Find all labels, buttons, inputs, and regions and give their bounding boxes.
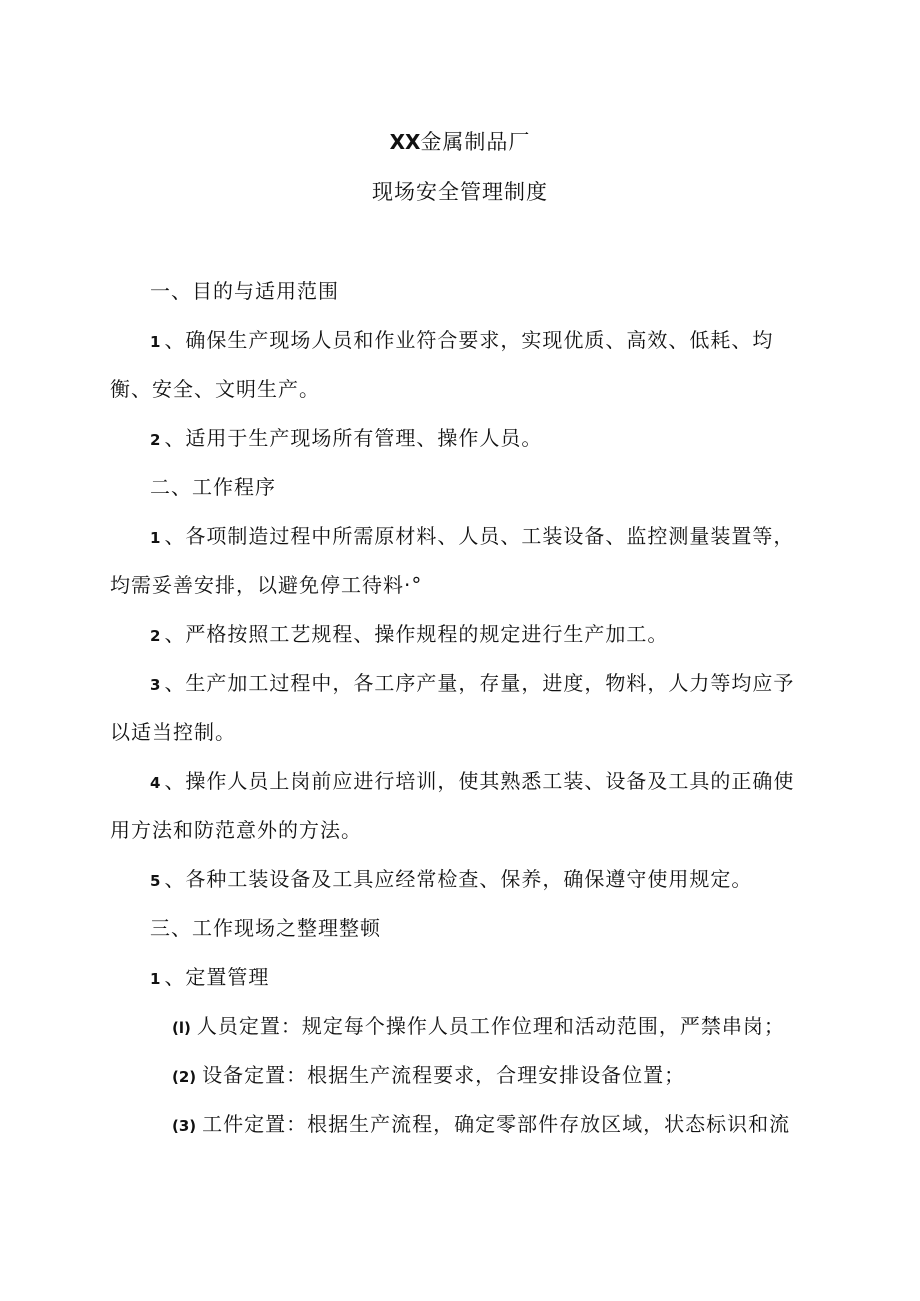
item-text: 、各项制造过程中所需原材料、人员、工装设备、监控测量装置等， <box>164 524 795 548</box>
section1-heading: 一、目的与适用范围 <box>150 279 339 303</box>
section3-sub2 <box>172 1059 872 1088</box>
item-text: 、严格按照工艺规程、操作规程的规定进行生产加工。 <box>164 622 669 646</box>
sub-item-number: (l) <box>172 1019 191 1037</box>
item-text: 、适用于生产现场所有管理、操作人员。 <box>164 426 543 450</box>
item-text: 、各种工装设备及工具应经常检查、保养，确保遵守使用规定。 <box>164 867 753 891</box>
item-number: 1 <box>150 529 161 547</box>
title-prefix: XX <box>389 130 421 154</box>
item-number: 2 <box>150 627 161 645</box>
section2-item4-line2: 用方法和防范意外的方法。 <box>110 818 362 842</box>
sub-item-number: (2) <box>172 1068 197 1086</box>
item-number: 1 <box>150 970 161 988</box>
item-number: 2 <box>150 431 161 449</box>
section1-item2 <box>150 422 850 451</box>
section1-item1-line2: 衡、安全、文明生产。 <box>110 377 320 401</box>
item-number: 1 <box>150 333 161 351</box>
section1-item1-line1 <box>150 324 850 353</box>
sub-item-text: 工件定置：根据生产流程，确定零部件存放区域，状态标识和流 <box>202 1112 791 1136</box>
section2-item3-line2: 以适当控制。 <box>110 720 236 744</box>
item-text: 、生产加工过程中，各工序产量，存量，进度，物料，人力等均应予 <box>164 671 795 695</box>
section2-item1-line1 <box>150 520 850 549</box>
document-subtitle: 现场安全管理制度 <box>372 180 548 204</box>
sub-item-number: (3) <box>172 1117 197 1135</box>
section2-heading: 二、工作程序 <box>150 475 276 499</box>
item-text: 、操作人员上岗前应进行培训，使其熟悉工装、设备及工具的正确使 <box>164 769 795 793</box>
item-text: 、确保生产现场人员和作业符合要求，实现优质、高效、低耗、均 <box>164 328 774 352</box>
section3-item1 <box>150 961 850 990</box>
section3-heading: 三、工作现场之整理整顿 <box>150 916 381 940</box>
sub-item-text: 设备定置：根据生产流程要求，合理安排设备位置； <box>202 1063 686 1087</box>
item-number: 5 <box>150 872 161 890</box>
section3-sub3 <box>172 1108 872 1137</box>
document-title <box>0 126 920 156</box>
section3-sub1 <box>172 1010 872 1039</box>
sub-item-text: 人员定置：规定每个操作人员工作位理和活动范围，严禁串岗； <box>196 1014 785 1038</box>
section2-item4-line1 <box>150 765 850 794</box>
item-number: 4 <box>150 774 161 792</box>
item-text: 、定置管理 <box>164 965 270 989</box>
section2-item3-line1 <box>150 667 850 696</box>
item-number: 3 <box>150 676 161 694</box>
section2-item5 <box>150 863 850 892</box>
section2-item2 <box>150 618 850 647</box>
title-rest: 金属制品厂 <box>420 130 531 154</box>
section2-item1-line2: 均需妥善安排，以避免停工待料·° <box>110 573 423 597</box>
